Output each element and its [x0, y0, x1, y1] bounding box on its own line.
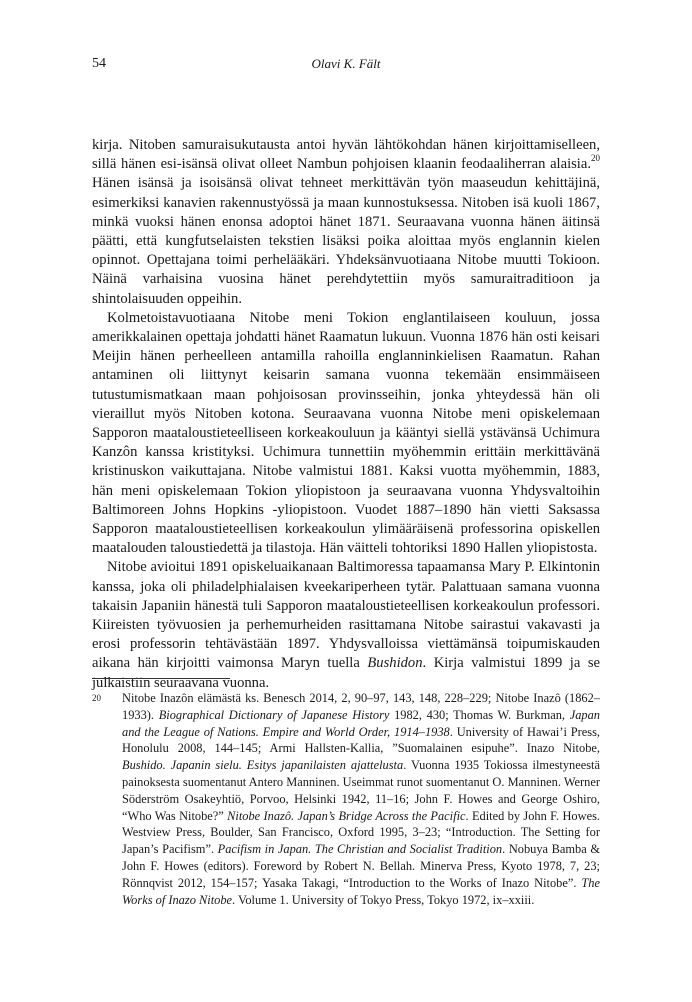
book-title-bushido: Bushidon — [367, 655, 423, 672]
footnote-segment: . Vuonna 1935 Tokiossa ilmestyneestä painoksesta suomentanut Antero Manninen. Useimmat runot suomentanut O. Manninen. Werner Söderström Osakeyhtiö, Porvoo, Helsinki 1942, 11–16; John F. Howes and George Oshiro, “Who Was Nitobe?” — [122, 758, 600, 823]
footnote-segment: . Edited by John F. Howes. Westview Press, Boulder, San Francisco, Oxford 1995, 3–23; “Introduction. The Setting for Japan’s Pacifism”. — [122, 808, 600, 857]
body-text — [92, 136, 600, 693]
page-number: 54 — [92, 56, 106, 71]
paragraph-2: Kolmetoistavuotiaana Nitobe meni Tokion englantilaiseen kouluun, jossa amerikkalainen opettaja johdatti hänet Raamatun lukuun. Vuonna 1876 hän osti keisari Meijin hänen perheelleen antamilla rahoilla englanninkielisen Raamatun. Rahan antaminen oli liittynyt keisarin samana vuonna tekemään ensimmäiseen tutustumismatkaan maan pohjoisosan provinsseihin, jonka yhteydessä hän oli vieraillut myös Nitoben kotona. Seuraavana vuonna Nitobe meni opiskelemaan Sapporon maataloustieteelliseen korkeakouluun ja kääntyi siellä ystävänsä Uchimura Kanzôn kanssa kristityksi. Uchimura tunnettiin myöhemmin erittäin merkittävänä kristinuskon vaikuttajana. Nitobe valmistui 1881. Kaksi vuotta myöhemmin, 1883, hän meni opiskelemaan Tokion yliopistoon ja seuraavana vuonna Yhdysvaltoihin Baltimoreen Johns Hopkins -yliopistoon. Vuodet 1887–1890 hän vietti Saksassa Sapporon maataloustieteellisen korkeakoulun ylimääräisenä professorina opiskellen maatalouden taloustiedettä ja tilastoja. Hän väitteli tohtoriksi 1890 Hallen yliopistosta. — [92, 309, 600, 557]
footnote-reference[interactable]: 20 — [591, 153, 600, 164]
paragraph-3-text-b: . Kirja valmistui 1899 ja se julkaistiin seuraavana vuonna. — [92, 655, 600, 691]
footnote-segment: . Nobuya Bamba & John F. Howes (editors). Foreword by Robert N. Bellah. Minerva Press, Kyoto 1978, 7, 23; Rönnqvist 2012, 154–157; Yasaka Takagi, “Introduction to the Works of Inazo Nitobe”. — [122, 842, 600, 890]
footnote-segment: . University of Hawai’i Press, Honolulu 2008, 144–145; Armi Hallsten-Kallia, ”Suomalainen esipuhe”. Inazo Nitobe, — [122, 724, 600, 756]
paragraph-1-text-a: kirja. Nitoben samuraisukutausta antoi hyvän lähtökohdan hänen kirjoittamiselleen, sillä hänen esi-isänsä olivat olleet Nambun pohjoisen klaanin feodaaliherran alaisia. — [92, 137, 600, 173]
paragraph-1-text-b: Hänen isänsä ja isoisänsä olivat tehneet merkittävän työn maaseudun kehittäjinä, esimerkiksi kanavien rakennustyössä ja maan kunnostuksessa. Nitoben isä kuoli 1867, minkä vuoksi hänen enonsa adoptoi hänet 1871. Seuraavana vuonna hänen äitinsä päätti, että kungfutselaisten tekstien lisäksi poika aloittaa myös englannin kielen opinnot. Opettajana toimi perhelääkäri. Yhdeksänvuotiaana Nitobe muutti Tokioon. Näinä varhaisina vuosina hänet perehdytettiin myös samuraitraditioon ja shintolaisuuden oppeihin. — [92, 175, 600, 307]
paragraph-1 — [92, 136, 600, 309]
footnote-number: 20 — [92, 693, 101, 703]
footnote-segment: Nitobe Inazôn elämästä ks. Benesch 2014, 2, 90–97, 143, 148, 228–229; Nitobe Inazô (1862–1933). — [122, 691, 600, 722]
footnote-segment: 1982, 430; Thomas W. Burkman, — [389, 707, 570, 722]
footnote-text — [122, 690, 600, 908]
footnote-segment: . Volume 1. University of Tokyo Press, Tokyo 1972, ix–xxiii. — [232, 892, 535, 907]
footnote-italic-title: Biographical Dictionary of Japanese History — [158, 707, 390, 722]
footnote-italic-title: The Works of Inazo Nitobe — [122, 875, 600, 907]
footnote-italic-title: Pacifism in Japan. The Christian and Socialist Tradition — [217, 842, 503, 857]
footnote-italic-title: Bushido. Japanin sielu. Esitys japanilaisten ajattelusta — [122, 758, 404, 773]
footnote-rule — [92, 678, 230, 679]
footnote-italic-title: Japan and the League of Nations. Empire and World Order, 1914–1938 — [122, 707, 600, 739]
footnote-20 — [92, 690, 600, 908]
running-head: Olavi K. Fält — [311, 56, 381, 71]
paragraph-3-text-a: Nitobe avioitui 1891 opiskeluaikanaan Baltimoressa tapaamansa Mary P. Elkintonin kanssa, joka oli philadelphialaisen kveekariperheen tytär. Palattuaan samana vuonna takaisin Japaniin hänestä tuli Sapporon maataloustieteellisen korkeakoulun professori. Kiireisten työvuosien ja perhemurheiden rasittamana Nitobe sairastui vakavasti ja erosi professorin tehtävästään 1897. Yhdysvalloissa viettämänsä toipumiskauden aikana hän kirjoitti vaimonsa Maryn tuella — [92, 559, 600, 672]
footnote-italic-title: Nitobe Inazô. Japan’s Bridge Across the Pacific — [227, 808, 466, 823]
paragraph-3 — [92, 558, 600, 692]
